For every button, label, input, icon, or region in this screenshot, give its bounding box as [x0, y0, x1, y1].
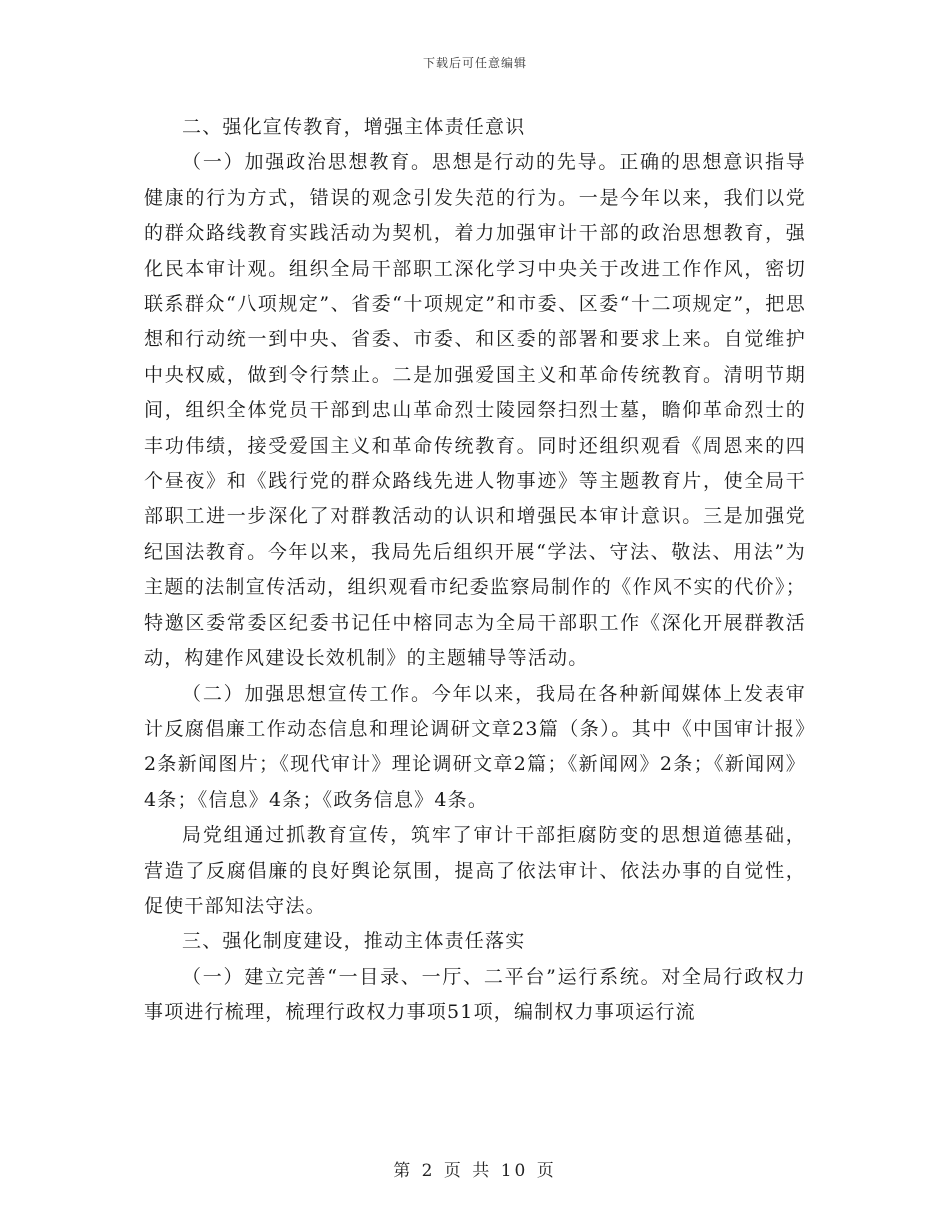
section-heading-2: 二、强化宣传教育，增强主体责任意识 — [182, 116, 526, 138]
header-note: 下载后可任意编辑 — [422, 56, 527, 70]
paragraph-publicity-work: （二）加强思想宣传工作。今年以来，我局在各种新闻媒体上发表审计反腐倡廉工作动态信息和理论调研文章23篇（条）。其中《中国审计报》2条新闻图片；《现代审计》理论调研文章2篇；《新闻网》2条；《新闻网》4条；《信息》4条；《政务信息》4条。 — [144, 682, 806, 811]
paragraph-political-education: （一）加强政治思想教育。思想是行动的先导。正确的思想意识指导健康的行为方式，错误的观念引发失范的行为。一是今年以来，我们以党的群众路线教育实践活动为契机，着力加强审计干部的政治思想教育，强化民本审计观。组织全局干部职工深化学习中央关于改进工作作风，密切联系群众“八项规定”、省委“十项规定”和市委、区委“十二项规定”，把思想和行动统一到中央、省委、市委、和区委的部署和要求上来。自觉维护中央权威，做到令行禁止。二是加强爱国主义和革命传统教育。清明节期间，组织全体党员干部到忠山革命烈士陵园祭扫烈士墓，瞻仰革命烈士的丰功伟绩，接受爱国主义和革命传统教育。同时还组织观看《周恩来的四个昼夜》和《践行党的群众路线先进人物事迹》等主题教育片，使全局干部职工进一步深化了对群教活动的认识和增强民本审计意识。三是加强党纪国法教育。今年以来，我局先后组织开展“学法、守法、敬法、用法”为主题的法制宣传活动，组织观看市纪委监察局制作的《作风不实的代价》；特邀区委常委区纪委书记任中榕同志为全局干部职工作《深化开展群教活动，构建作风建设长效机制》的主题辅导等活动。 — [144, 151, 806, 670]
document-body — [144, 110, 806, 1031]
paragraph-system-building: （一）建立完善“一目录、一厅、二平台”运行系统。对全局行政权力事项进行梳理，梳理行政权力事项51项，编制权力事项运行流 — [144, 965, 806, 1024]
section-heading-3: 三、强化制度建设，推动主体责任落实 — [182, 930, 526, 953]
paragraph-summary: 局党组通过抓教育宣传，筑牢了审计干部拒腐防变的思想道德基础，营造了反腐倡廉的良好舆论氛围，提高了依法审计、依法办事的自觉性，促使干部知法守法。 — [144, 824, 806, 917]
page-footer: 第 2 页 共 10 页 — [393, 1161, 557, 1181]
